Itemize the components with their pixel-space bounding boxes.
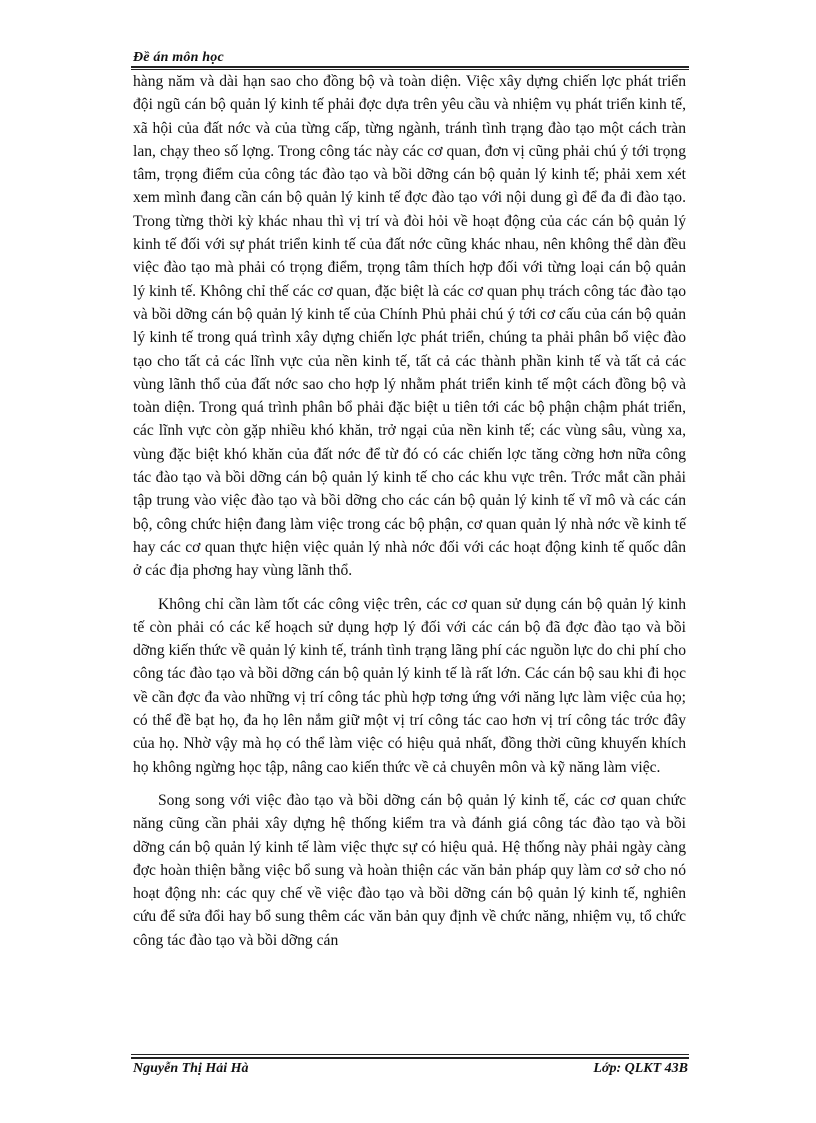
header-title: Đề án môn học bbox=[133, 50, 224, 65]
footer-class: Lớp: QLKT 43B bbox=[593, 1061, 688, 1076]
footer-rule-top bbox=[131, 1054, 689, 1055]
paragraph-1: hàng năm và dài hạn sao cho đồng bộ và toàn diện. Việc xây dựng chiến lợc phát triển đội ngũ cán bộ quản lý kinh tế phải đợc dựa trên yêu cầu và nhiệm vụ phát triển kinh tế, xã hội của đất nớc và của từng cấp, từng ngành, tránh tình trạng đào tạo một cách tràn lan, chạy theo số lợng. Trong công tác này các cơ quan, đơn vị cũng phải chú ý tới trọng tâm, trọng điểm của công tác đào tạo và bồi dỡng cán bộ quản lý kinh tế; phải xem xét xem mình đang cần cán bộ quản lý kinh tế đợc đào tạo với nội dung gì để đa đi đào tạo. Trong từng thời kỳ khác nhau thì vị trí và đòi hỏi về hoạt động của các cán bộ quản lý kinh tế đối với sự phát triển kinh tế của đất nớc cũng khác nhau, nên không thể dàn đều việc đào tạo mà phải có trọng điểm, trọng tâm thích hợp đối với từng loại cán bộ quản lý kinh tế. Không chỉ thế các cơ quan, đặc biệt là các cơ quan phụ trách công tác đào tạo và bồi dỡng cán bộ quản lý kinh tế của Chính Phủ phải chú ý tới cơ cấu của cán bộ quản lý kinh tế trong quá trình xây dựng chiến lợc phát triển, chúng ta phải phân bổ việc đào tạo cho tất cả các lĩnh vực của nền kinh tế, tất cả các thành phần kinh tế và tất cả các vùng lãnh thổ của đất nớc sao cho hợp lý nhằm phát triển kinh tế một cách đồng bộ và toàn diện. Trong quá trình phân bổ phải đặc biệt u tiên tới các bộ phận chậm phát triển, các lĩnh vực còn gặp nhiều khó khăn, trở ngại của nền kinh tế; các vùng sâu, vùng xa, vùng đặc biệt khó khăn của đất nớc để từ đó có các chiến lợc tăng cờng hơn nữa công tác đào tạo và bồi dỡng cán bộ quản lý kinh tế cho các khu vực trên. Trớc mắt cần phải tập trung vào việc đào tạo và bồi dỡng cho các cán bộ quản lý kinh tế vĩ mô và các cán bộ, công chức hiện đang làm việc trong các bộ phận, cơ quan quản lý nhà nớc về kinh tế hay các cơ quan thực hiện việc quản lý nhà nớc đối với các hoạt động kinh tế quốc dân ở các địa phơng hay vùng lãnh thổ. bbox=[133, 73, 686, 580]
footer-rule-bottom bbox=[131, 1057, 689, 1059]
paragraph-3: Song song với việc đào tạo và bồi dỡng cán bộ quản lý kinh tế, các cơ quan chức năng cũng cần phải xây dựng hệ thống kiểm tra và đánh giá công tác đào tạo và bồi dỡng cán bộ quản lý kinh tế làm việc thực sự có hiệu quả. Hệ thống này phải ngày càng đợc hoàn thiện bằng việc bổ sung và hoàn thiện các văn bản pháp quy làm cơ sở cho nó hoạt động nh: các quy chế về việc đào tạo và bồi dỡng cán bộ quản lý kinh tế, nghiên cứu để sửa đổi hay bổ sung thêm các văn bản quy định về chức năng, nhiệm vụ, tổ chức công tác đào tạo và bồi dỡng cán bbox=[133, 791, 686, 949]
body-text bbox=[133, 70, 686, 952]
footer-author: Nguyễn Thị Hải Hà bbox=[133, 1061, 249, 1076]
header-rule-top bbox=[131, 66, 689, 68]
paragraph-2: Không chỉ cần làm tốt các công việc trên, các cơ quan sử dụng cán bộ quản lý kinh tế còn phải có các kế hoạch sử dụng hợp lý đối với các cán bộ đã đợc đào tạo và bồi dỡng kiến thức về quản lý kinh tế, tránh tình trạng lãng phí các nguồn lực do chi phí cho công tác đào tạo và bồi dỡng cán bộ quản lý kinh tế là rất lớn. Các cán bộ sau khi đi học về cần đợc đa vào những vị trí công tác phù hợp tơng ứng với năng lực làm việc của họ; có thể đề bạt họ, đa họ lên nắm giữ một vị trí công tác cao hơn vị trí công tác trớc đây của họ. Nhờ vậy mà họ có thể làm việc có hiệu quả nhất, đồng thời cũng khuyến khích họ không ngừng học tập, nâng cao kiến thức về cả chuyên môn và kỹ năng làm việc. bbox=[133, 595, 686, 776]
